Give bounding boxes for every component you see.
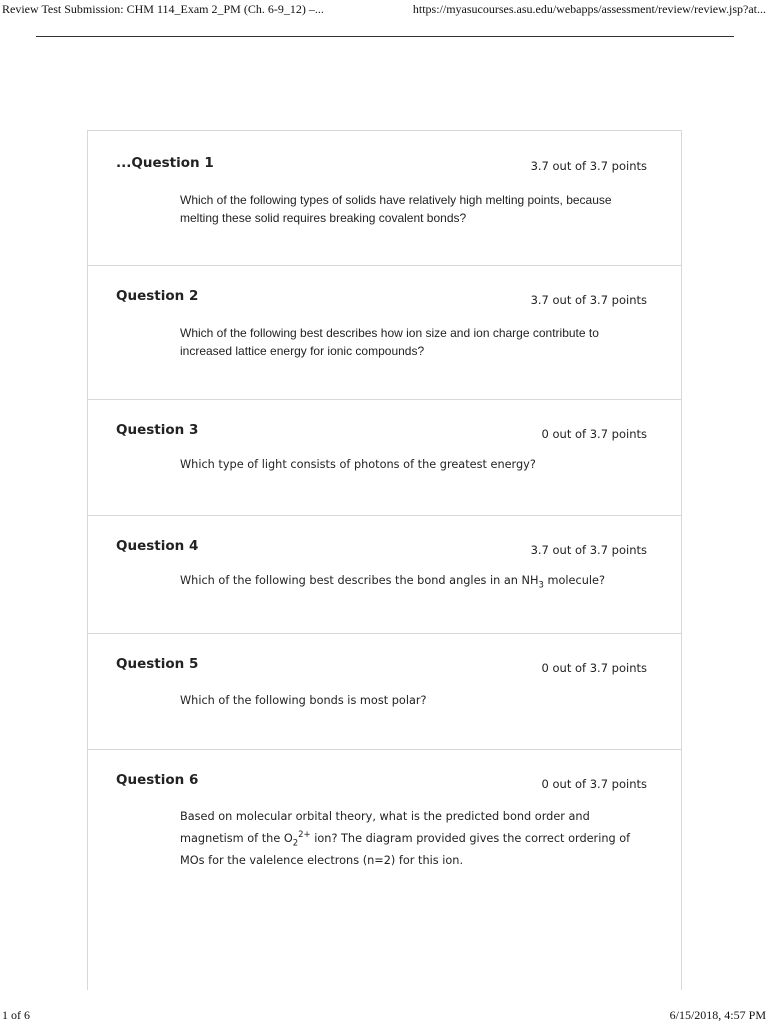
question-text: Which type of light consists of photons of the greatest energy? [180, 458, 536, 471]
page-url: https://myasucourses.asu.edu/webapps/assessment/review/review.jsp?at... [412, 2, 766, 16]
page-number: 1 of 6 [2, 1008, 30, 1022]
print-timestamp: 6/15/2018, 4:57 PM [669, 1008, 766, 1022]
question-text: Which of the following types of solids have relatively high melting points, because melting these solid requires breaking covalent bonds? [180, 193, 612, 225]
question-points: 0 out of 3.7 points [541, 777, 647, 791]
question-5 [88, 634, 681, 750]
question-points: 0 out of 3.7 points [541, 427, 647, 441]
question-title: ...Question 1 [116, 155, 214, 171]
page-title: Review Test Submission: CHM 114_Exam 2_PM (Ch. 6-9_12) –... [2, 2, 324, 16]
question-title: Question 6 [116, 772, 199, 788]
question-title: Question 5 [116, 656, 199, 672]
question-2 [88, 266, 681, 400]
question-3 [88, 400, 681, 516]
print-header [0, 0, 768, 18]
question-points: 0 out of 3.7 points [541, 661, 647, 675]
question-points: 3.7 out of 3.7 points [530, 293, 647, 307]
question-list [87, 130, 682, 990]
question-1 [88, 131, 681, 266]
question-title: Question 4 [116, 538, 199, 554]
question-points: 3.7 out of 3.7 points [530, 543, 647, 557]
question-text: Which of the following bonds is most polar? [180, 694, 427, 707]
question-6 [88, 750, 681, 991]
header-divider [36, 36, 734, 37]
question-points: 3.7 out of 3.7 points [530, 159, 647, 173]
question-text: Which of the following best describes how ion size and ion charge contribute to increased lattice energy for ionic compounds? [180, 326, 599, 358]
question-text: Which of the following best describes the bond angles in an $NH_3$ molecule? [180, 574, 605, 590]
question-title: Question 2 [116, 288, 199, 304]
question-text: Based on molecular orbital theory, what is the predicted bond order and magnetism of the $O_2^{2+}$ ion? The diagram provided gives the correct ordering of MOs for the valelence electrons (n=2) for this ion. [180, 810, 631, 867]
print-footer [0, 1008, 768, 1024]
question-title: Question 3 [116, 422, 199, 438]
question-4 [88, 516, 681, 634]
